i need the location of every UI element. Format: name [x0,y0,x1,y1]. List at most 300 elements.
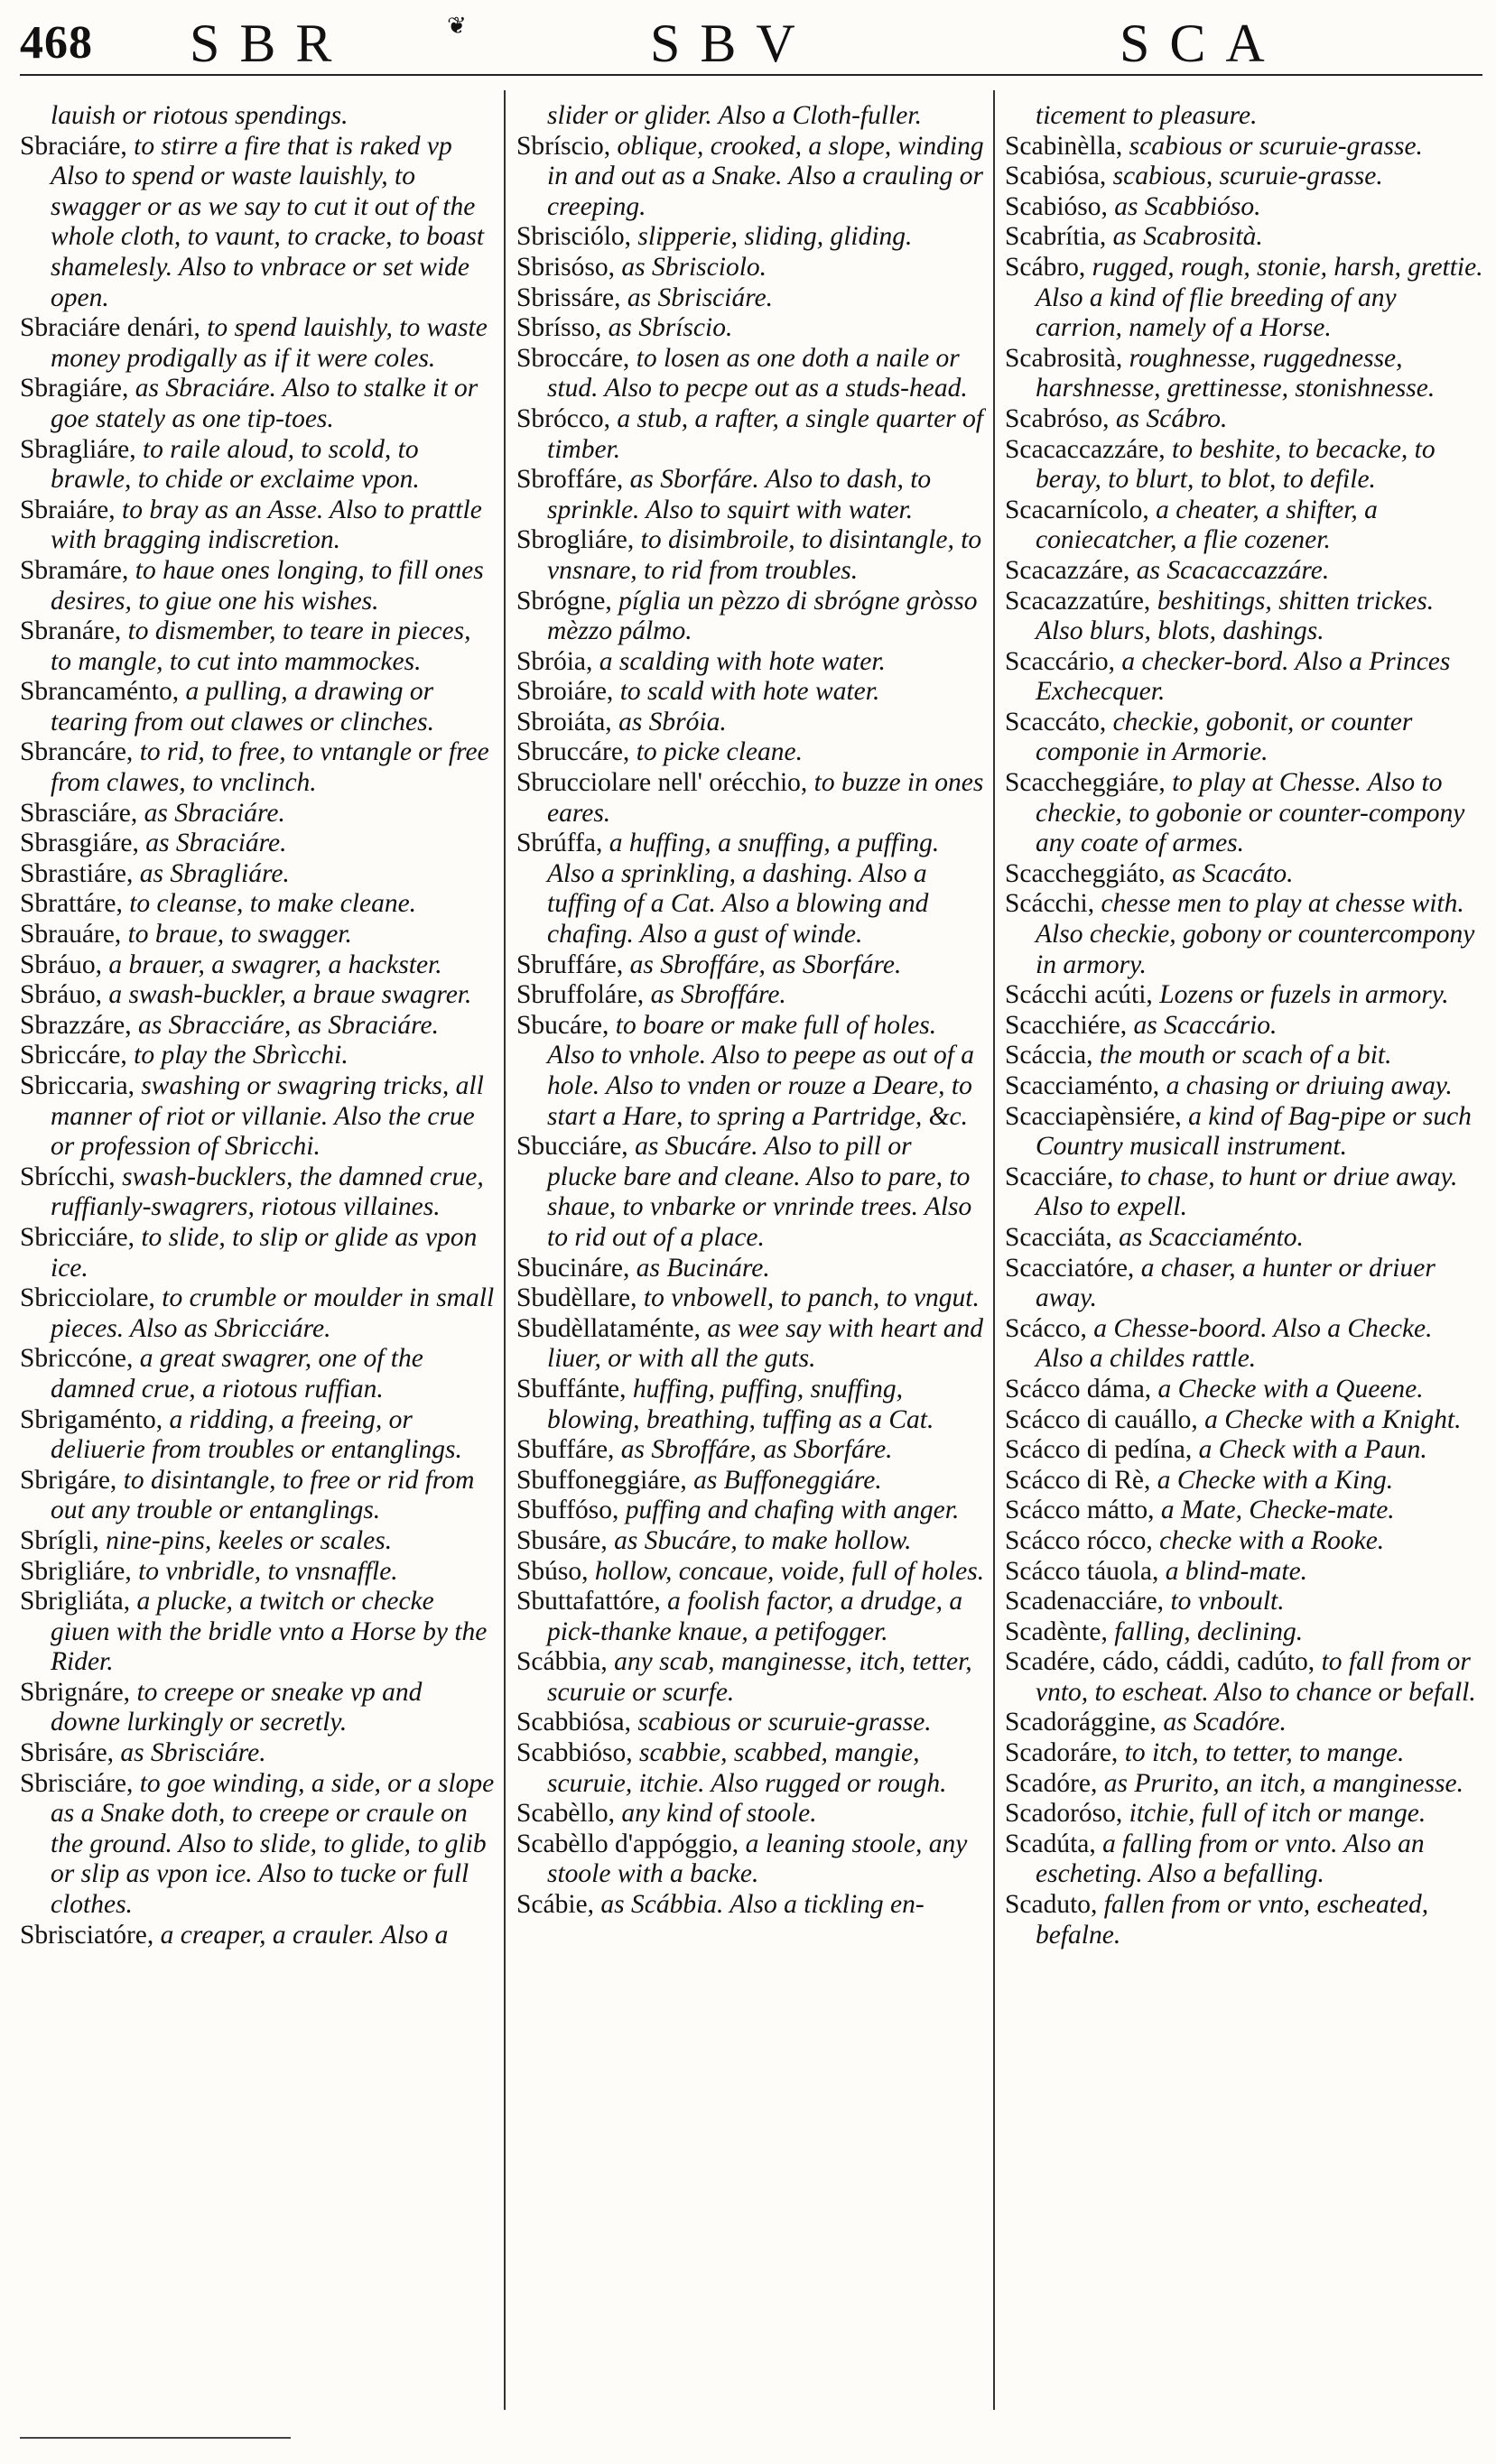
dictionary-entry [516,1738,986,1799]
entry-headword: Sbrazzáre, [20,1010,139,1040]
dictionary-entry [20,313,497,374]
dictionary-entry [1005,1617,1483,1648]
entry-headword: Sbrigliáta, [20,1587,137,1616]
entry-definition: to dismember, to teare in pieces, to mangle, to cut into mammockes. [51,616,471,676]
entry-headword: Sbuffánte, [516,1374,633,1403]
entry-definition: as Scabrosità. [1112,222,1263,252]
dictionary-entry [20,1011,497,1042]
dictionary-entry [1005,1587,1483,1617]
entry-definition: oblique, crooked, a slope, winding in and out as a Snake. Also a crauling or creeping. [547,131,984,221]
dictionary-entry [516,647,986,678]
footer-rule [20,2437,291,2439]
entry-definition: a pulling, a drawing or tearing from out clawes or clinches. [51,677,434,736]
dictionary-column-3 [1005,101,1483,2412]
entry-definition: a Check with a Paun. [1198,1435,1427,1465]
dictionary-entry [516,132,986,223]
dictionary-entry [516,737,986,768]
entry-headword: Sbucináre, [516,1253,636,1283]
entry-headword: Scaduto, [1005,1890,1104,1920]
entry-headword: Scácco dáma, [1005,1374,1158,1403]
dictionary-entry [1005,768,1483,859]
entry-headword: Sbrisóso, [516,252,622,282]
entry-definition: as Sbrisciáre. [627,283,774,312]
entry-definition: as Scacáto. [1172,858,1294,888]
entry-headword: Scadènte, [1005,1616,1115,1646]
dictionary-entry [1005,1102,1483,1163]
dictionary-entry [1005,1375,1483,1405]
dictionary-entry [1005,404,1483,435]
entry-headword: Sbraciáre, [20,131,135,161]
entry-definition: a brauer, a swagrer, a hackster. [108,949,442,979]
entry-headword: Sbroffáre, [516,465,630,495]
entry-headword: Sbroccáre, [516,343,636,373]
entry-definition: as Scábbia. Also a tickling en- [600,1890,925,1920]
dictionary-entry [20,1921,497,1951]
entry-definition: to haue ones longing, to fill ones desires, to giue one his wishes. [51,555,484,616]
dictionary-entry [20,1344,497,1404]
entry-headword: Scábie, [516,1890,601,1920]
entry-definition: a chaser, a hunter or driuer away. [1036,1253,1436,1313]
dictionary-entry [1005,1071,1483,1102]
entry-definition: a huffing, a snuffing, a puffing. Also a sprinkling, a dashing. Also a tuffing of a Cat. Also a blowing and chafing. Also a gust of winde. [547,829,940,949]
entry-definition: to disimbroile, to disintangle, to vnsnare, to rid from troubles. [547,525,982,585]
entry-headword: Sbrogliáre, [516,525,641,555]
entry-headword: Scabrítia, [1005,222,1113,252]
dictionary-entry [20,737,497,798]
entry-definition: roughnesse, ruggednesse, harshnesse, grettinesse, stonishnesse. [1036,343,1436,403]
dictionary-entry [516,101,986,132]
entry-headword: Sbruccáre, [516,737,636,767]
entry-headword: Sbruffoláre, [516,980,651,1010]
ornament-icon: ❦ [447,13,467,39]
entry-definition: to buzze in ones eares. [547,768,984,828]
entry-definition: to braue, to swagger. [127,920,352,949]
page-header [0,0,1496,72]
dictionary-entry [516,404,986,465]
entry-headword: Scadoróso, [1005,1799,1129,1829]
entry-definition: as Sbroffáre, as Sborfáre. [620,1435,893,1465]
dictionary-entry [1005,435,1483,496]
dictionary-entry [1005,1526,1483,1557]
entry-headword: Scadúta, [1005,1829,1103,1858]
entry-definition: scabious or scuruie-grasse. [1129,131,1423,161]
entry-definition: a creaper, a crauler. Also a [160,1920,449,1950]
dictionary-entry [1005,1829,1483,1890]
entry-definition: checke with a Rooke. [1159,1525,1385,1555]
dictionary-entry [20,616,497,677]
entry-headword: Sbrastiáre, [20,858,140,888]
dictionary-entry [20,132,497,314]
entry-definition: as Scacaccazzáre. [1136,555,1330,585]
dictionary-entry [516,1496,986,1526]
entry-headword: Scacciatóre, [1005,1253,1141,1283]
entry-headword: Scácchi acúti, [1005,980,1160,1010]
dictionary-entry [20,1466,497,1526]
dictionary-entry [516,1254,986,1284]
entry-definition: any kind of stoole. [621,1799,817,1829]
dictionary-entry [20,920,497,950]
entry-headword: Sbrígli, [20,1525,107,1555]
entry-headword: Sbudèllare, [516,1283,644,1313]
entry-definition: to beshite, to becacke, to beray, to blurt, to blot, to defile. [1036,434,1436,495]
entry-definition: slipperie, sliding, gliding. [637,222,913,252]
dictionary-entry [1005,708,1483,768]
entry-headword: Scácco táuola, [1005,1556,1166,1586]
entry-definition: to boare or make full of holes. Also to vnhole. Also to peepe as out of a hole. Also to vnden or rouze a Deare, to start a Hare, to spring a Partridge, &c. [547,1010,975,1131]
entry-definition: as Sbroffáre, as Sborfáre. [629,949,902,979]
entry-headword: Sbrisciólo, [516,222,638,252]
entry-headword: Sbrancaménto, [20,677,186,707]
entry-headword: Scadére, cádo, cáddi, cadúto, [1005,1647,1322,1677]
entry-definition: a plucke, a twitch or checke giuen with the bridle vnto a Horse by the Rider. [51,1587,488,1677]
entry-headword: Sbrisciáre, [20,1768,140,1798]
dictionary-entry [20,859,497,890]
dictionary-entry [1005,1890,1483,1950]
dictionary-entry [1005,556,1483,587]
dictionary-entry [516,1011,986,1132]
entry-definition: a Chesse-boord. Also a Checke. Also a childes rattle. [1036,1313,1433,1374]
entry-definition: to itch, to tetter, to mange. [1124,1738,1405,1768]
entry-definition: to raile aloud, to scold, to brawle, to chide or exclaime vpon. [51,434,420,495]
entry-definition: to chase, to hunt or driue away. Also to expell. [1036,1162,1458,1222]
dictionary-entry [1005,1163,1483,1223]
dictionary-entry [516,1587,986,1647]
dictionary-entry [516,1375,986,1435]
entry-headword: Scácco rócco, [1005,1525,1160,1555]
entry-definition: to bray as an Asse. Also to prattle with bragging indiscretion. [51,495,482,555]
entry-definition: checkie, gobonit, or counter componie in Armorie. [1036,707,1413,767]
entry-headword: Sbrancáre, [20,737,140,767]
dictionary-entry [516,768,986,829]
dictionary-entry [1005,889,1483,980]
entry-definition: a blind-mate. [1165,1556,1308,1586]
entry-definition: to cleanse, to make cleane. [129,889,417,919]
entry-definition: as Sbraciáre. [144,798,285,828]
dictionary-entry [20,889,497,920]
entry-headword: Sbrucciolare nell' orécchio, [516,768,814,798]
column-divider [504,90,506,2410]
entry-headword: Scacciapènsiére, [1005,1101,1189,1131]
dictionary-entry [1005,1708,1483,1738]
entry-headword: Sbricciáre, [20,1222,142,1252]
entry-headword: Sbrócco, [516,403,618,433]
entry-headword: Scácco, [1005,1313,1094,1343]
entry-definition: as Sbucáre, to make hollow. [614,1525,912,1555]
entry-headword: Sbraciáre denári, [20,313,208,343]
dictionary-entry [20,435,497,496]
entry-definition: a ridding, a freeing, or deliuerie from troubles or entanglings. [51,1404,462,1465]
dictionary-entry [516,222,986,253]
entry-definition: as Bucináre. [636,1253,770,1283]
dictionary-entry [516,1132,986,1253]
entry-headword: Sbroiáre, [516,677,620,707]
dictionary-entry [1005,1738,1483,1769]
entry-headword: Sbrasciáre, [20,798,144,828]
entry-headword: Scaccheggiáto, [1005,858,1173,888]
entry-headword: Sbriccaria, [20,1071,142,1100]
dictionary-entry [20,1587,497,1678]
entry-headword: Scábro, [1005,252,1092,282]
entry-headword: Sbricciolare, [20,1283,163,1313]
entry-headword: Sbrúffa, [516,829,609,858]
entry-definition: as Sborfáre. Also to dash, to sprinkle. Also to squirt with water. [547,465,932,524]
entry-definition: swash-bucklers, the damned crue, ruffianly-swagrers, riotous villaines. [51,1162,484,1222]
dictionary-entry [20,374,497,434]
dictionary-entry [516,283,986,314]
entry-headword: Scadoráre, [1005,1738,1125,1768]
entry-definition: a Mate, Checke-mate. [1160,1496,1395,1525]
entry-definition: a swash-buckler, a braue swagrer. [108,980,472,1010]
column-divider [993,90,995,2410]
entry-definition: as Scábro. [1115,403,1228,433]
entry-definition: to vnbowell, to panch, to vngut. [643,1283,980,1313]
entry-headword: Scabrosità, [1005,343,1129,373]
entry-headword: Sbudèllataménte, [516,1313,708,1343]
entry-headword: Scacciaménto, [1005,1071,1166,1100]
entry-definition: rugged, rough, stonie, harsh, grettie. Also a kind of flie breeding of any carrion, namely of a Horse. [1036,252,1483,343]
entry-definition: to scald with hote water. [619,677,880,707]
entry-definition: to spend lauishly, to waste money prodigally as if it were coles. [51,313,488,373]
dictionary-entry [1005,1647,1483,1708]
entry-headword: Sbrasgiáre, [20,829,146,858]
entry-headword: Scacazzatúre, [1005,586,1157,616]
dictionary-entry [20,950,497,981]
dictionary-entry [1005,1041,1483,1071]
entry-definition: as Sbucáre. Also to pill or plucke bare and cleane. Also to pare, to shaue, to vnbarke or vnrinde trees. Also to rid out of a place. [547,1132,972,1252]
entry-definition: a kind of Bag-pipe or such Country musicall instrument. [1036,1101,1472,1162]
entry-definition: to goe winding, a side, or a slope as a Snake doth, to creepe or craule on the ground. Also to slide, to glide, to glib or slip as vpon ice. Also to tucke or full clothes. [51,1768,495,1920]
entry-definition: as Scacciaménto. [1119,1222,1304,1252]
entry-definition: a leaning stoole, any stoole with a backe. [547,1829,968,1889]
entry-definition: ticement to pleasure. [1036,101,1258,130]
entry-definition: scabious, scuruie-grasse. [1112,162,1383,191]
entry-definition: to disintangle, to free or rid from out any trouble or entanglings. [51,1465,475,1525]
entry-headword: Scácco di Rè, [1005,1465,1157,1495]
entry-definition: lauish or riotous spendings. [51,101,348,130]
entry-definition: a checker-bord. Also a Princes Exchecquer. [1036,646,1451,707]
dictionary-entry [1005,496,1483,556]
entry-definition: slider or glider. Also a Cloth-fuller. [547,101,922,130]
dictionary-column-1 [20,101,497,2412]
entry-headword: Sbroiáta, [516,707,619,736]
entry-definition: a scalding with hote water. [599,646,886,676]
dictionary-entry [516,1647,986,1708]
entry-definition: as Sbraciáre. Also to stalke it or goe stately as one tip-toes. [51,374,479,433]
dictionary-entry [1005,132,1483,162]
dictionary-entry [1005,647,1483,708]
dictionary-entry [20,980,497,1011]
entry-headword: Scaccário, [1005,646,1122,676]
dictionary-entry [516,1799,986,1829]
entry-headword: Sbriccáre, [20,1041,135,1070]
dictionary-entry [20,829,497,859]
entry-definition: as Sbracciáre, as Sbraciáre. [138,1010,439,1040]
header-rule [20,74,1482,76]
dictionary-entry [20,101,497,132]
entry-definition: as Sbragliáre. [139,858,290,888]
entry-definition: as Scaccário. [1133,1010,1278,1040]
entry-headword: Scácchi, [1005,889,1101,919]
dictionary-entry [20,1738,497,1769]
entry-headword: Sbráuo, [20,980,109,1010]
dictionary-entry [516,1829,986,1890]
dictionary-entry [1005,1011,1483,1042]
entry-headword: Sbriccóne, [20,1344,140,1374]
entry-definition: to vnbridle, to vnsnaffle. [138,1556,398,1586]
entry-definition: as Scadóre. [1163,1708,1287,1737]
entry-definition: a Checke with a Knight. [1204,1404,1462,1434]
entry-headword: Sbuffoneggiáre, [516,1465,694,1495]
entry-definition: scabious or scuruie-grasse. [637,1708,932,1737]
entry-headword: Sbrigáre, [20,1465,124,1495]
entry-definition: falling, declining. [1114,1616,1304,1646]
dictionary-entry [20,496,497,556]
dictionary-entry [20,1769,497,1921]
entry-definition: to picke cleane. [636,737,803,767]
entry-definition: the mouth or scach of a bit. [1099,1041,1392,1070]
entry-headword: Scacciáre, [1005,1162,1120,1191]
dictionary-entry [20,1283,497,1344]
entry-definition: fallen from or vnto, escheated, befalne. [1036,1890,1429,1950]
entry-headword: Scácco mátto, [1005,1496,1161,1525]
dictionary-entry [516,1890,986,1921]
dictionary-entry [1005,1405,1483,1436]
entry-definition: a Checke with a King. [1157,1465,1394,1495]
entry-headword: Sbuttafattóre, [516,1587,668,1616]
entry-headword: Sbramáre, [20,555,135,585]
dictionary-entry [516,1314,986,1375]
entry-headword: Scacazzáre, [1005,555,1137,585]
dictionary-entry [1005,162,1483,192]
entry-definition: scabbie, scabbed, mangie, scuruie, itchie. Also rugged or rough. [547,1738,947,1798]
dictionary-entry [516,950,986,981]
dictionary-entry [1005,1769,1483,1800]
dictionary-entry [516,253,986,283]
entry-definition: to crumble or moulder in small pieces. Also as Sbricciáre. [51,1283,495,1343]
entry-definition: as Sbrisciáre. [120,1738,266,1768]
entry-headword: Sbuffóso, [516,1496,626,1525]
entry-definition: hollow, concaue, voide, full of holes. [594,1556,985,1586]
dictionary-entry [20,556,497,616]
dictionary-entry [1005,587,1483,647]
entry-definition: as Sbroffáre. [650,980,786,1010]
entry-definition: to slide, to slip or glide as vpon ice. [51,1222,478,1283]
dictionary-entry [20,1526,497,1557]
entry-definition: a foolish factor, a drudge, a pick-thanke knaue, a petifogger. [547,1587,963,1646]
entry-headword: Scabinèlla, [1005,131,1129,161]
entry-definition: as Sbróia. [618,707,727,736]
entry-definition: as Sbrisciolo. [621,252,767,282]
dictionary-entry [516,587,986,647]
dictionary-entry [1005,344,1483,404]
dictionary-entry [20,1557,497,1588]
entry-headword: Sbragiáre, [20,374,135,403]
dictionary-entry [516,525,986,586]
entry-definition: a great swagrer, one of the damned crue, a riotous ruffian. [51,1344,423,1403]
entry-headword: Scadóre, [1005,1768,1104,1798]
entry-headword: Sbrógne, [516,586,619,616]
entry-definition: a chasing or driuing away. [1166,1071,1453,1100]
entry-headword: Scacaccazzáre, [1005,434,1173,464]
entry-headword: Sbróia, [516,646,599,676]
entry-headword: Sbusáre, [516,1525,615,1555]
entry-headword: Sbuffáre, [516,1435,621,1465]
dictionary-entry [516,344,986,404]
dictionary-entry [516,708,986,738]
entry-headword: Scabróso, [1005,403,1116,433]
dictionary-entry [516,1435,986,1466]
entry-headword: Sbríscio, [516,131,618,161]
entry-headword: Scadorággine, [1005,1708,1164,1737]
dictionary-entry [1005,1466,1483,1496]
entry-headword: Sbúso, [516,1556,595,1586]
entry-definition: swashing or swagring tricks, all manner of riot or villanie. Also the crue or profession of Sbricchi. [51,1071,484,1162]
entry-definition: to play at Chesse. Also to checkie, to gobonie or counter-compony any coate of armes. [1036,768,1465,858]
guide-word-left: SBR [190,14,352,73]
entry-headword: Scácco di cauállo, [1005,1404,1205,1434]
entry-headword: Scadenacciáre, [1005,1587,1171,1616]
entry-definition: a stub, a rafter, a single quarter of timber. [547,403,984,464]
entry-definition: huffing, puffing, snuffing, blowing, breathing, tuffing as a Cat. [547,1374,934,1434]
entry-definition: to rid, to free, to vntangle or free from clawes, to vnclinch. [51,737,489,798]
entry-definition: as Scabbióso. [1114,191,1261,221]
dictionary-entry [20,1071,497,1163]
entry-headword: Scáccia, [1005,1041,1100,1070]
entry-headword: Scabiósa, [1005,162,1113,191]
entry-definition: as Prurito, an itch, a manginesse. [1103,1768,1464,1798]
dictionary-entry [1005,222,1483,253]
entry-definition: to stirre a fire that is raked vp Also to spend or waste lauishly, to swagger or as we say to cut it out of the whole cloth, to vaunt, to cracke, to boast shamelesly. Also to vnbrace or set wide open. [51,131,485,312]
entry-definition: a falling from or vnto. Also an escheting. Also a befalling. [1036,1829,1425,1889]
entry-headword: Sbráuo, [20,949,109,979]
entry-headword: Sbucáre, [516,1010,616,1040]
dictionary-entry [20,799,497,829]
entry-headword: Scabèllo d'appóggio, [516,1829,746,1858]
entry-definition: as wee say with heart and liuer, or with all the guts. [547,1313,983,1374]
entry-definition: a Checke with a Queene. [1157,1374,1424,1403]
dictionary-entry [20,677,497,737]
entry-headword: Sbrisáre, [20,1738,121,1768]
entry-headword: Sbruffáre, [516,949,630,979]
dictionary-entry [20,1041,497,1071]
dictionary-entry [1005,1799,1483,1829]
guide-word-middle: SBV [650,14,815,73]
entry-headword: Sbrísso, [516,313,609,343]
dictionary-entry [1005,1314,1483,1375]
guide-word-right: SCA [1120,14,1285,73]
entry-headword: Scacarnícolo, [1005,495,1157,524]
dictionary-entry [516,980,986,1011]
dictionary-entry [1005,1254,1483,1314]
entry-headword: Sbrattáre, [20,889,130,919]
entry-definition: as Buffoneggiáre. [693,1465,882,1495]
entry-definition: nine-pins, keeles or scales. [106,1525,393,1555]
entry-definition: to fall from or vnto, to escheat. Also to chance or befall. [1036,1647,1476,1707]
dictionary-column-2 [516,101,986,2412]
entry-definition: as Sbríscio. [608,313,733,343]
entry-headword: Sbranáre, [20,616,128,646]
entry-headword: Scabèllo, [516,1799,622,1829]
dictionary-entry [20,1678,497,1738]
entry-definition: itchie, full of itch or mange. [1129,1799,1426,1829]
entry-headword: Scaccheggiáre, [1005,768,1173,798]
entry-headword: Scacciáta, [1005,1222,1120,1252]
dictionary-entry [1005,1496,1483,1526]
entry-headword: Sbrigaménto, [20,1404,170,1434]
dictionary-entry [20,1223,497,1283]
entry-headword: Sbrisciatóre, [20,1920,161,1950]
entry-headword: Sbucciáre, [516,1132,636,1162]
